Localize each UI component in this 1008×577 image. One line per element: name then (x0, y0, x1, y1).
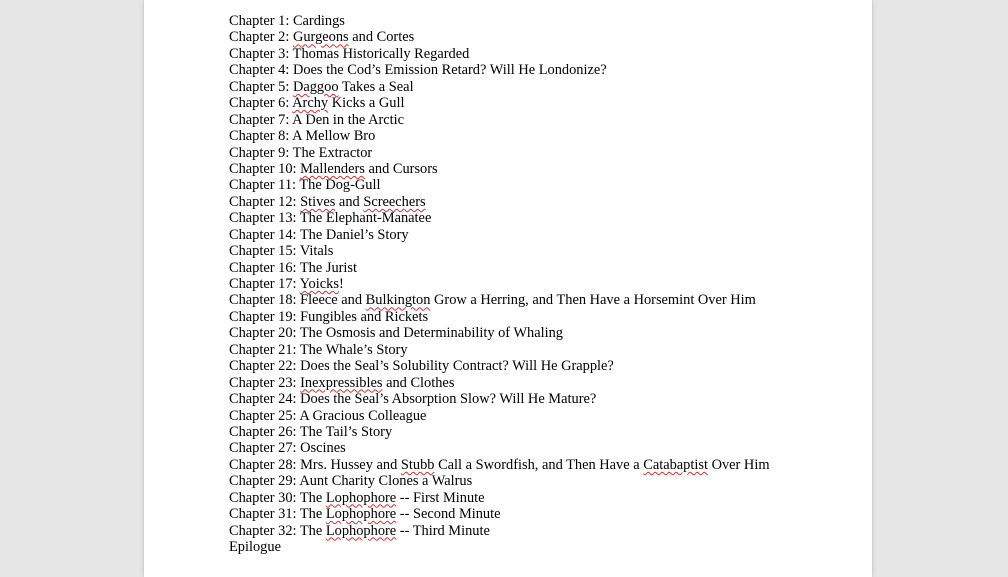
line-text: Chapter 7: A Den in the Arctic (229, 111, 405, 128)
chapter-line[interactable] (229, 292, 770, 308)
line-text: Chapter 32: The (229, 522, 326, 539)
chapter-line[interactable] (229, 161, 770, 177)
line-text: and Clothes (382, 374, 455, 391)
line-text: Chapter 17: (229, 276, 300, 292)
chapter-line[interactable] (229, 358, 770, 374)
line-text: Chapter 22: Does the Seal’s Solubility Contract? Will He Grapple? (229, 358, 614, 375)
line-text: Chapter 11: The Dog-Gull (229, 177, 381, 194)
chapter-line[interactable] (229, 440, 770, 456)
line-text: Epilogue (229, 539, 281, 555)
misspelled-word[interactable]: Bulkington (365, 292, 431, 309)
line-text: Chapter 30: The (229, 489, 326, 506)
line-text: Chapter 10: (229, 160, 301, 177)
chapter-line[interactable] (229, 29, 770, 45)
misspelled-word[interactable]: Gurgeons (292, 29, 349, 46)
misspelled-word[interactable]: Mallenders (300, 160, 365, 177)
misspelled-word[interactable]: Stives (300, 193, 336, 210)
misspelled-word[interactable]: Lophophore (325, 489, 397, 506)
line-text: Chapter 25: A Gracious Colleague (229, 407, 427, 424)
line-text: Chapter 27: Oscines (229, 440, 346, 457)
chapter-line[interactable] (229, 523, 770, 539)
line-text: and (335, 193, 364, 210)
chapter-line[interactable] (229, 46, 770, 62)
misspelled-word[interactable]: Lophophore (325, 506, 397, 523)
line-text: Call a Swordfish, and Then Have a (434, 456, 644, 473)
line-text: Chapter 18: Fleece and (229, 292, 366, 309)
chapter-line[interactable] (229, 391, 770, 407)
line-text: Chapter 2: (229, 29, 293, 46)
chapter-line[interactable] (229, 276, 770, 292)
chapter-line[interactable] (229, 177, 770, 193)
line-text: Chapter 6: (229, 95, 293, 112)
misspelled-word[interactable]: Catabaptist (643, 456, 708, 473)
document-body[interactable] (229, 13, 770, 555)
chapter-line[interactable] (229, 473, 770, 489)
chapter-line[interactable] (229, 145, 770, 161)
misspelled-word[interactable]: Inexpressibles (300, 374, 383, 391)
document-page[interactable] (144, 0, 872, 577)
line-text: -- Second Minute (396, 506, 501, 523)
line-text: and Cortes (348, 29, 415, 46)
chapter-line[interactable] (229, 79, 770, 95)
line-text: -- First Minute (396, 489, 485, 506)
line-text: Chapter 14: The Daniel’s Story (229, 226, 409, 243)
line-text: -- Third Minute (396, 522, 490, 539)
chapter-line[interactable] (229, 539, 770, 555)
line-text: Over Him (707, 456, 770, 473)
chapter-line[interactable] (229, 194, 770, 210)
line-text: and Cursors (364, 160, 438, 177)
line-text: Chapter 20: The Osmosis and Determinability of Whaling (229, 325, 563, 342)
chapter-line[interactable] (229, 325, 770, 341)
chapter-line[interactable] (229, 342, 770, 358)
misspelled-word[interactable]: Archy (292, 95, 329, 112)
line-text: Chapter 31: The (229, 506, 326, 523)
misspelled-word[interactable]: Screechers (363, 193, 426, 210)
chapter-line[interactable] (229, 243, 770, 259)
misspelled-word[interactable]: Stubb (400, 456, 435, 473)
line-text: Chapter 26: The Tail’s Story (229, 423, 393, 440)
chapter-line[interactable] (229, 13, 770, 29)
line-text: Chapter 4: Does the Cod’s Emission Retard? Will He Londonize? (229, 62, 607, 79)
line-text: Takes a Seal (338, 78, 414, 95)
chapter-line[interactable] (229, 260, 770, 276)
line-text: Chapter 8: A Mellow Bro (229, 128, 376, 145)
line-text: Chapter 29: Aunt Charity Clones a Walrus (229, 473, 473, 490)
line-text: Chapter 24: Does the Seal’s Absorption Slow? Will He Mature? (229, 391, 597, 408)
chapter-line[interactable] (229, 424, 770, 440)
line-text: ! (338, 276, 344, 292)
chapter-line[interactable] (229, 490, 770, 506)
chapter-line[interactable] (229, 95, 770, 111)
line-text: Grow a Herring, and Then Have a Horsemint Over Him (430, 292, 756, 309)
chapter-line[interactable] (229, 210, 770, 226)
line-text: Chapter 28: Mrs. Hussey and (229, 456, 401, 473)
line-text: Chapter 21: The Whale’s Story (229, 341, 408, 358)
line-text: Chapter 9: The Extractor (229, 144, 373, 161)
line-text: Chapter 23: (229, 374, 301, 391)
line-text: Chapter 1: Cardings (229, 13, 345, 29)
line-text: Chapter 12: (229, 193, 301, 210)
chapter-line[interactable] (229, 62, 770, 78)
chapter-line[interactable] (229, 457, 770, 473)
chapter-line[interactable] (229, 375, 770, 391)
line-text: Chapter 3: Thomas Historically Regarded (229, 45, 470, 62)
chapter-line[interactable] (229, 309, 770, 325)
line-text: Chapter 16: The Jurist (229, 259, 358, 276)
chapter-line[interactable] (229, 128, 770, 144)
line-text: Kicks a Gull (328, 95, 405, 112)
line-text: Chapter 13: The Elephant-Manatee (229, 210, 432, 227)
line-text: Chapter 19: Fungibles and Rickets (229, 308, 429, 325)
line-text: Chapter 5: (229, 78, 293, 95)
misspelled-word[interactable]: Yoicks (299, 276, 339, 292)
misspelled-word[interactable]: Lophophore (325, 522, 397, 539)
chapter-line[interactable] (229, 408, 770, 424)
line-text: Chapter 15: Vitals (229, 243, 334, 260)
misspelled-word[interactable]: Daggoo (292, 78, 339, 95)
chapter-line[interactable] (229, 112, 770, 128)
chapter-line[interactable] (229, 506, 770, 522)
chapter-line[interactable] (229, 227, 770, 243)
